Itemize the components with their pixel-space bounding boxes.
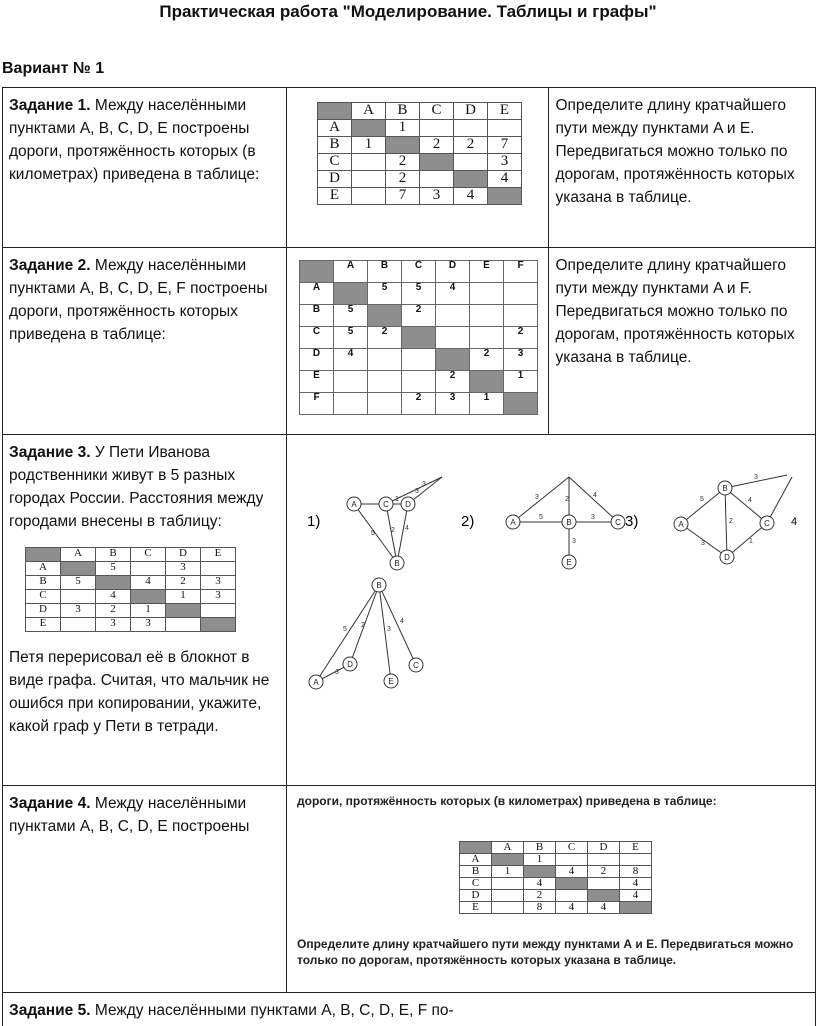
table-cell: B <box>96 548 131 562</box>
table-cell: 1 <box>386 120 420 137</box>
table-cell: 2 <box>588 866 620 878</box>
table-cell <box>588 854 620 866</box>
task2-label: Задание 2. <box>9 257 91 274</box>
svg-text:E: E <box>388 677 394 686</box>
table-cell: D <box>166 548 201 562</box>
table-cell: C <box>26 590 61 604</box>
table-cell <box>166 604 201 618</box>
table-row <box>26 548 236 562</box>
table-row <box>460 842 652 854</box>
table-cell <box>402 327 436 349</box>
table-cell: 2 <box>96 604 131 618</box>
table-cell <box>556 878 588 890</box>
table-cell: B <box>386 103 420 120</box>
table-cell: E <box>460 902 492 914</box>
table-cell <box>201 562 236 576</box>
svg-text:C: C <box>383 500 389 509</box>
table-cell <box>588 890 620 902</box>
table-cell: 2 <box>166 576 201 590</box>
table-cell: A <box>300 283 334 305</box>
svg-text:3: 3 <box>422 481 426 488</box>
table-cell: 3 <box>61 604 96 618</box>
svg-text:B: B <box>722 484 728 493</box>
table-row <box>26 604 236 618</box>
table-cell <box>201 618 236 632</box>
table-cell: 8 <box>620 866 652 878</box>
table-cell <box>402 349 436 371</box>
table-cell: A <box>460 854 492 866</box>
table-cell: 4 <box>131 576 166 590</box>
table-cell: 5 <box>334 327 368 349</box>
svg-text:D: D <box>347 660 353 669</box>
table-cell <box>470 327 504 349</box>
table-cell <box>436 305 470 327</box>
table-cell <box>96 576 131 590</box>
svg-text:3: 3 <box>572 538 576 545</box>
task4-scan-bottom: Определите длину кратчайшего пути между пунктами А и Е. Передвигаться можно только по дорогам, протяжённость которых указана в таблице. <box>297 937 794 967</box>
table-cell <box>524 866 556 878</box>
task2-row <box>3 248 816 435</box>
task2-question-cell <box>549 248 816 435</box>
table-cell: 3 <box>420 188 454 205</box>
task3-text: У Пети Иванова родственники живут в 5 разных городах России. Расстояния между городами внесены в таблицу: <box>9 444 264 530</box>
table-cell: C <box>556 842 588 854</box>
table-cell <box>420 120 454 137</box>
svg-text:3: 3 <box>591 514 595 521</box>
table-cell: 2 <box>436 371 470 393</box>
table-cell: 3 <box>131 618 166 632</box>
svg-text:1: 1 <box>749 538 753 545</box>
svg-text:5: 5 <box>700 496 704 503</box>
table-cell <box>368 305 402 327</box>
table-cell <box>166 618 201 632</box>
table-row <box>26 562 236 576</box>
table-cell: 3 <box>504 349 538 371</box>
page-title: Практическая работа "Моделирование. Таблицы и графы" <box>159 2 657 21</box>
task1-text: Между населёнными пунктами A, B, C, D, E построены дороги, протяжённость которых (в километрах) приведена в таблице: <box>9 97 260 183</box>
table-cell: 5 <box>61 576 96 590</box>
table-cell: 1 <box>524 854 556 866</box>
task1-question: Определите длину кратчайшего пути между пунктами A и E. Передвигаться можно только по дорогам, протяжённость которых указана в таблице. <box>555 97 795 206</box>
svg-text:3: 3 <box>387 626 391 633</box>
table-cell <box>488 188 522 205</box>
table-cell: 2 <box>524 890 556 902</box>
task3-text-cell <box>3 435 287 786</box>
table-cell: 2 <box>504 327 538 349</box>
table-cell: 5 <box>334 305 368 327</box>
svg-text:A: A <box>313 678 319 687</box>
table-cell: E <box>620 842 652 854</box>
table-cell: 2 <box>368 327 402 349</box>
table-cell: 2 <box>402 305 436 327</box>
svg-text:4: 4 <box>593 492 597 499</box>
svg-text:B: B <box>376 581 382 590</box>
svg-text:D: D <box>724 553 730 562</box>
table-cell: 3 <box>201 576 236 590</box>
table-cell: F <box>300 393 334 415</box>
table-cell <box>61 590 96 604</box>
task3-text2: Петя перерисовал её в блокнот в виде графа. Считая, что мальчик не ошибся при копировании, укажите, какой граф у Пети в тетради. <box>9 649 270 735</box>
table-row <box>300 283 538 305</box>
table-cell: 7 <box>488 137 522 154</box>
tasks-table <box>2 87 816 1026</box>
table-cell <box>504 283 538 305</box>
table-cell <box>488 120 522 137</box>
task4-label: Задание 4. <box>9 795 91 812</box>
table-row <box>318 137 522 154</box>
table-cell: 4 <box>556 866 588 878</box>
svg-text:4: 4 <box>400 618 404 625</box>
table-cell <box>454 154 488 171</box>
table-cell <box>334 393 368 415</box>
table-cell: D <box>26 604 61 618</box>
table-cell <box>402 371 436 393</box>
table-cell: B <box>26 576 61 590</box>
svg-text:4: 4 <box>748 497 752 504</box>
table-cell: C <box>131 548 166 562</box>
svg-text:B: B <box>394 559 400 568</box>
table-cell <box>61 618 96 632</box>
task3-row <box>3 435 816 786</box>
table-row <box>26 618 236 632</box>
graph-2-label: 2) <box>461 513 475 530</box>
table-cell <box>556 890 588 902</box>
table-cell <box>436 349 470 371</box>
graph-4-label: 4 <box>791 516 798 528</box>
table-cell: 4 <box>436 283 470 305</box>
svg-text:3: 3 <box>754 474 758 481</box>
table-row <box>318 171 522 188</box>
variant-heading: Вариант № 1 <box>2 60 105 77</box>
table-cell <box>131 562 166 576</box>
table-row <box>460 890 652 902</box>
task4-text: Между населёнными пунктами A, B, C, D, E построены <box>9 795 250 835</box>
table-cell: 1 <box>166 590 201 604</box>
task4-table-wrap <box>459 841 807 914</box>
table-cell <box>420 154 454 171</box>
task1-row <box>3 88 816 248</box>
task4-text-cell <box>3 786 287 993</box>
table-row <box>318 120 522 137</box>
svg-text:3: 3 <box>701 540 705 547</box>
table-cell: 3 <box>96 618 131 632</box>
svg-text:2: 2 <box>391 527 395 534</box>
table-cell: 4 <box>524 878 556 890</box>
table-cell <box>470 371 504 393</box>
table-cell: E <box>488 103 522 120</box>
task2-distance-table <box>299 260 538 415</box>
task5-row <box>3 993 816 1026</box>
table-cell: D <box>436 261 470 283</box>
table-cell: D <box>460 890 492 902</box>
task3-graphs <box>287 435 815 785</box>
table-cell: 4 <box>588 902 620 914</box>
table-cell <box>368 349 402 371</box>
table-cell: D <box>300 349 334 371</box>
table-cell <box>352 154 386 171</box>
table-cell: 5 <box>96 562 131 576</box>
svg-text:3: 3 <box>535 494 539 501</box>
table-cell: 2 <box>420 137 454 154</box>
svg-text:B: B <box>566 518 572 527</box>
table-cell <box>201 604 236 618</box>
table-cell <box>556 854 588 866</box>
table-cell: 4 <box>556 902 588 914</box>
table-cell <box>386 137 420 154</box>
svg-text:1: 1 <box>395 496 399 503</box>
table-cell: 2 <box>386 154 420 171</box>
table-cell: 5 <box>368 283 402 305</box>
table-cell: 3 <box>436 393 470 415</box>
svg-text:C: C <box>764 519 770 528</box>
table-cell <box>26 548 61 562</box>
table-cell <box>492 890 524 902</box>
task2-table-cell <box>287 248 549 435</box>
task3-distance-table <box>25 547 236 632</box>
svg-text:4: 4 <box>405 525 409 532</box>
table-cell: D <box>454 103 488 120</box>
table-cell <box>470 283 504 305</box>
table-cell <box>352 188 386 205</box>
table-cell: E <box>470 261 504 283</box>
task3-graphs-cell <box>287 435 816 786</box>
table-cell: E <box>300 371 334 393</box>
table-row <box>300 349 538 371</box>
table-row <box>300 327 538 349</box>
table-cell <box>436 327 470 349</box>
table-cell <box>460 842 492 854</box>
table-cell <box>492 902 524 914</box>
table-cell: A <box>318 120 352 137</box>
svg-text:A: A <box>678 520 684 529</box>
table-cell: B <box>524 842 556 854</box>
task5-text: Между населёнными пунктами A, B, C, D, E, F по- <box>90 1002 454 1019</box>
task1-question-cell <box>549 88 816 248</box>
table-cell: E <box>26 618 61 632</box>
svg-text:E: E <box>566 558 572 567</box>
table-row <box>300 371 538 393</box>
task1-distance-table <box>317 102 522 205</box>
table-cell: C <box>402 261 436 283</box>
svg-text:D: D <box>405 500 411 509</box>
table-row <box>460 878 652 890</box>
table-cell: 4 <box>620 878 652 890</box>
graph-1-label: 1) <box>307 513 321 530</box>
task5-text-cell <box>3 993 816 1026</box>
table-cell: A <box>26 562 61 576</box>
graph-3-label: 3) <box>625 513 639 530</box>
table-cell: 4 <box>96 590 131 604</box>
task2-question: Определите длину кратчайшего пути между пунктами A и F. Передвигаться можно только по дорогам, протяжённость которых указана в таблице. <box>555 257 795 366</box>
table-cell <box>300 261 334 283</box>
table-cell: 1 <box>352 137 386 154</box>
table-cell: C <box>318 154 352 171</box>
table-cell: E <box>318 188 352 205</box>
task3-table-wrap <box>25 547 280 632</box>
svg-text:A: A <box>351 500 357 509</box>
table-row <box>26 590 236 604</box>
table-row <box>460 866 652 878</box>
table-cell: 1 <box>131 604 166 618</box>
table-cell <box>492 878 524 890</box>
task1-table-cell <box>287 88 549 248</box>
svg-text:3: 3 <box>335 669 339 676</box>
svg-text:C: C <box>413 661 419 670</box>
table-cell: B <box>300 305 334 327</box>
table-cell: 1 <box>492 866 524 878</box>
table-row <box>300 393 538 415</box>
task4-distance-table <box>459 841 652 914</box>
svg-text:A: A <box>510 518 516 527</box>
task4-scan-top: дороги, протяжённость которых (в километрах) приведена в таблице: <box>297 794 717 808</box>
table-cell: B <box>318 137 352 154</box>
table-cell: C <box>420 103 454 120</box>
svg-text:2: 2 <box>361 622 365 629</box>
table-row <box>300 305 538 327</box>
table-cell: 4 <box>454 188 488 205</box>
table-cell: 3 <box>166 562 201 576</box>
table-cell: 4 <box>334 349 368 371</box>
table-cell: A <box>61 548 96 562</box>
svg-text:5: 5 <box>539 514 543 521</box>
table-cell <box>454 120 488 137</box>
table-cell: C <box>300 327 334 349</box>
table-row <box>318 103 522 120</box>
table-cell <box>318 103 352 120</box>
table-cell: 2 <box>454 137 488 154</box>
task4-scan-cell <box>287 786 816 993</box>
svg-text:C: C <box>615 518 621 527</box>
table-cell <box>352 120 386 137</box>
table-cell: 1 <box>470 393 504 415</box>
table-cell: 2 <box>402 393 436 415</box>
task5-label: Задание 5. <box>9 1002 91 1019</box>
task2-text: Между населёнными пунктами A, B, C, D, E, F построены дороги, протяжённость которых приведена в таблице: <box>9 257 268 343</box>
table-cell: 7 <box>386 188 420 205</box>
table-row <box>318 154 522 171</box>
svg-text:5: 5 <box>371 530 375 537</box>
table-cell <box>368 393 402 415</box>
table-cell: B <box>368 261 402 283</box>
table-cell <box>504 305 538 327</box>
table-cell <box>470 305 504 327</box>
svg-text:2: 2 <box>565 496 569 503</box>
svg-text:2: 2 <box>729 518 733 525</box>
table-cell <box>588 878 620 890</box>
task1-text-cell <box>3 88 287 248</box>
table-cell: A <box>334 261 368 283</box>
table-cell: 5 <box>402 283 436 305</box>
table-cell <box>352 171 386 188</box>
table-cell <box>368 371 402 393</box>
table-row <box>300 261 538 283</box>
table-cell: 2 <box>386 171 420 188</box>
table-row <box>26 576 236 590</box>
table-cell: D <box>318 171 352 188</box>
table-cell: 3 <box>201 590 236 604</box>
table-cell: 4 <box>620 890 652 902</box>
table-cell: F <box>504 261 538 283</box>
table-cell: C <box>460 878 492 890</box>
table-cell <box>131 590 166 604</box>
table-row <box>460 854 652 866</box>
task4-row <box>3 786 816 993</box>
table-cell: 2 <box>470 349 504 371</box>
task3-label: Задание 3. <box>9 444 91 461</box>
table-cell <box>620 854 652 866</box>
table-cell: A <box>352 103 386 120</box>
svg-text:5: 5 <box>343 626 347 633</box>
table-cell: 8 <box>524 902 556 914</box>
table-cell <box>61 562 96 576</box>
task2-text-cell <box>3 248 287 435</box>
task1-label: Задание 1. <box>9 97 91 114</box>
table-cell: E <box>201 548 236 562</box>
svg-text:3: 3 <box>415 488 419 495</box>
table-cell: 1 <box>504 371 538 393</box>
table-row <box>318 188 522 205</box>
table-cell <box>334 371 368 393</box>
table-cell <box>454 171 488 188</box>
table-cell <box>492 854 524 866</box>
table-cell: 3 <box>488 154 522 171</box>
table-cell: A <box>492 842 524 854</box>
table-cell: 4 <box>488 171 522 188</box>
table-row <box>460 902 652 914</box>
table-cell: B <box>460 866 492 878</box>
table-cell <box>334 283 368 305</box>
table-cell <box>620 902 652 914</box>
table-cell <box>420 171 454 188</box>
table-cell: D <box>588 842 620 854</box>
table-cell <box>504 393 538 415</box>
